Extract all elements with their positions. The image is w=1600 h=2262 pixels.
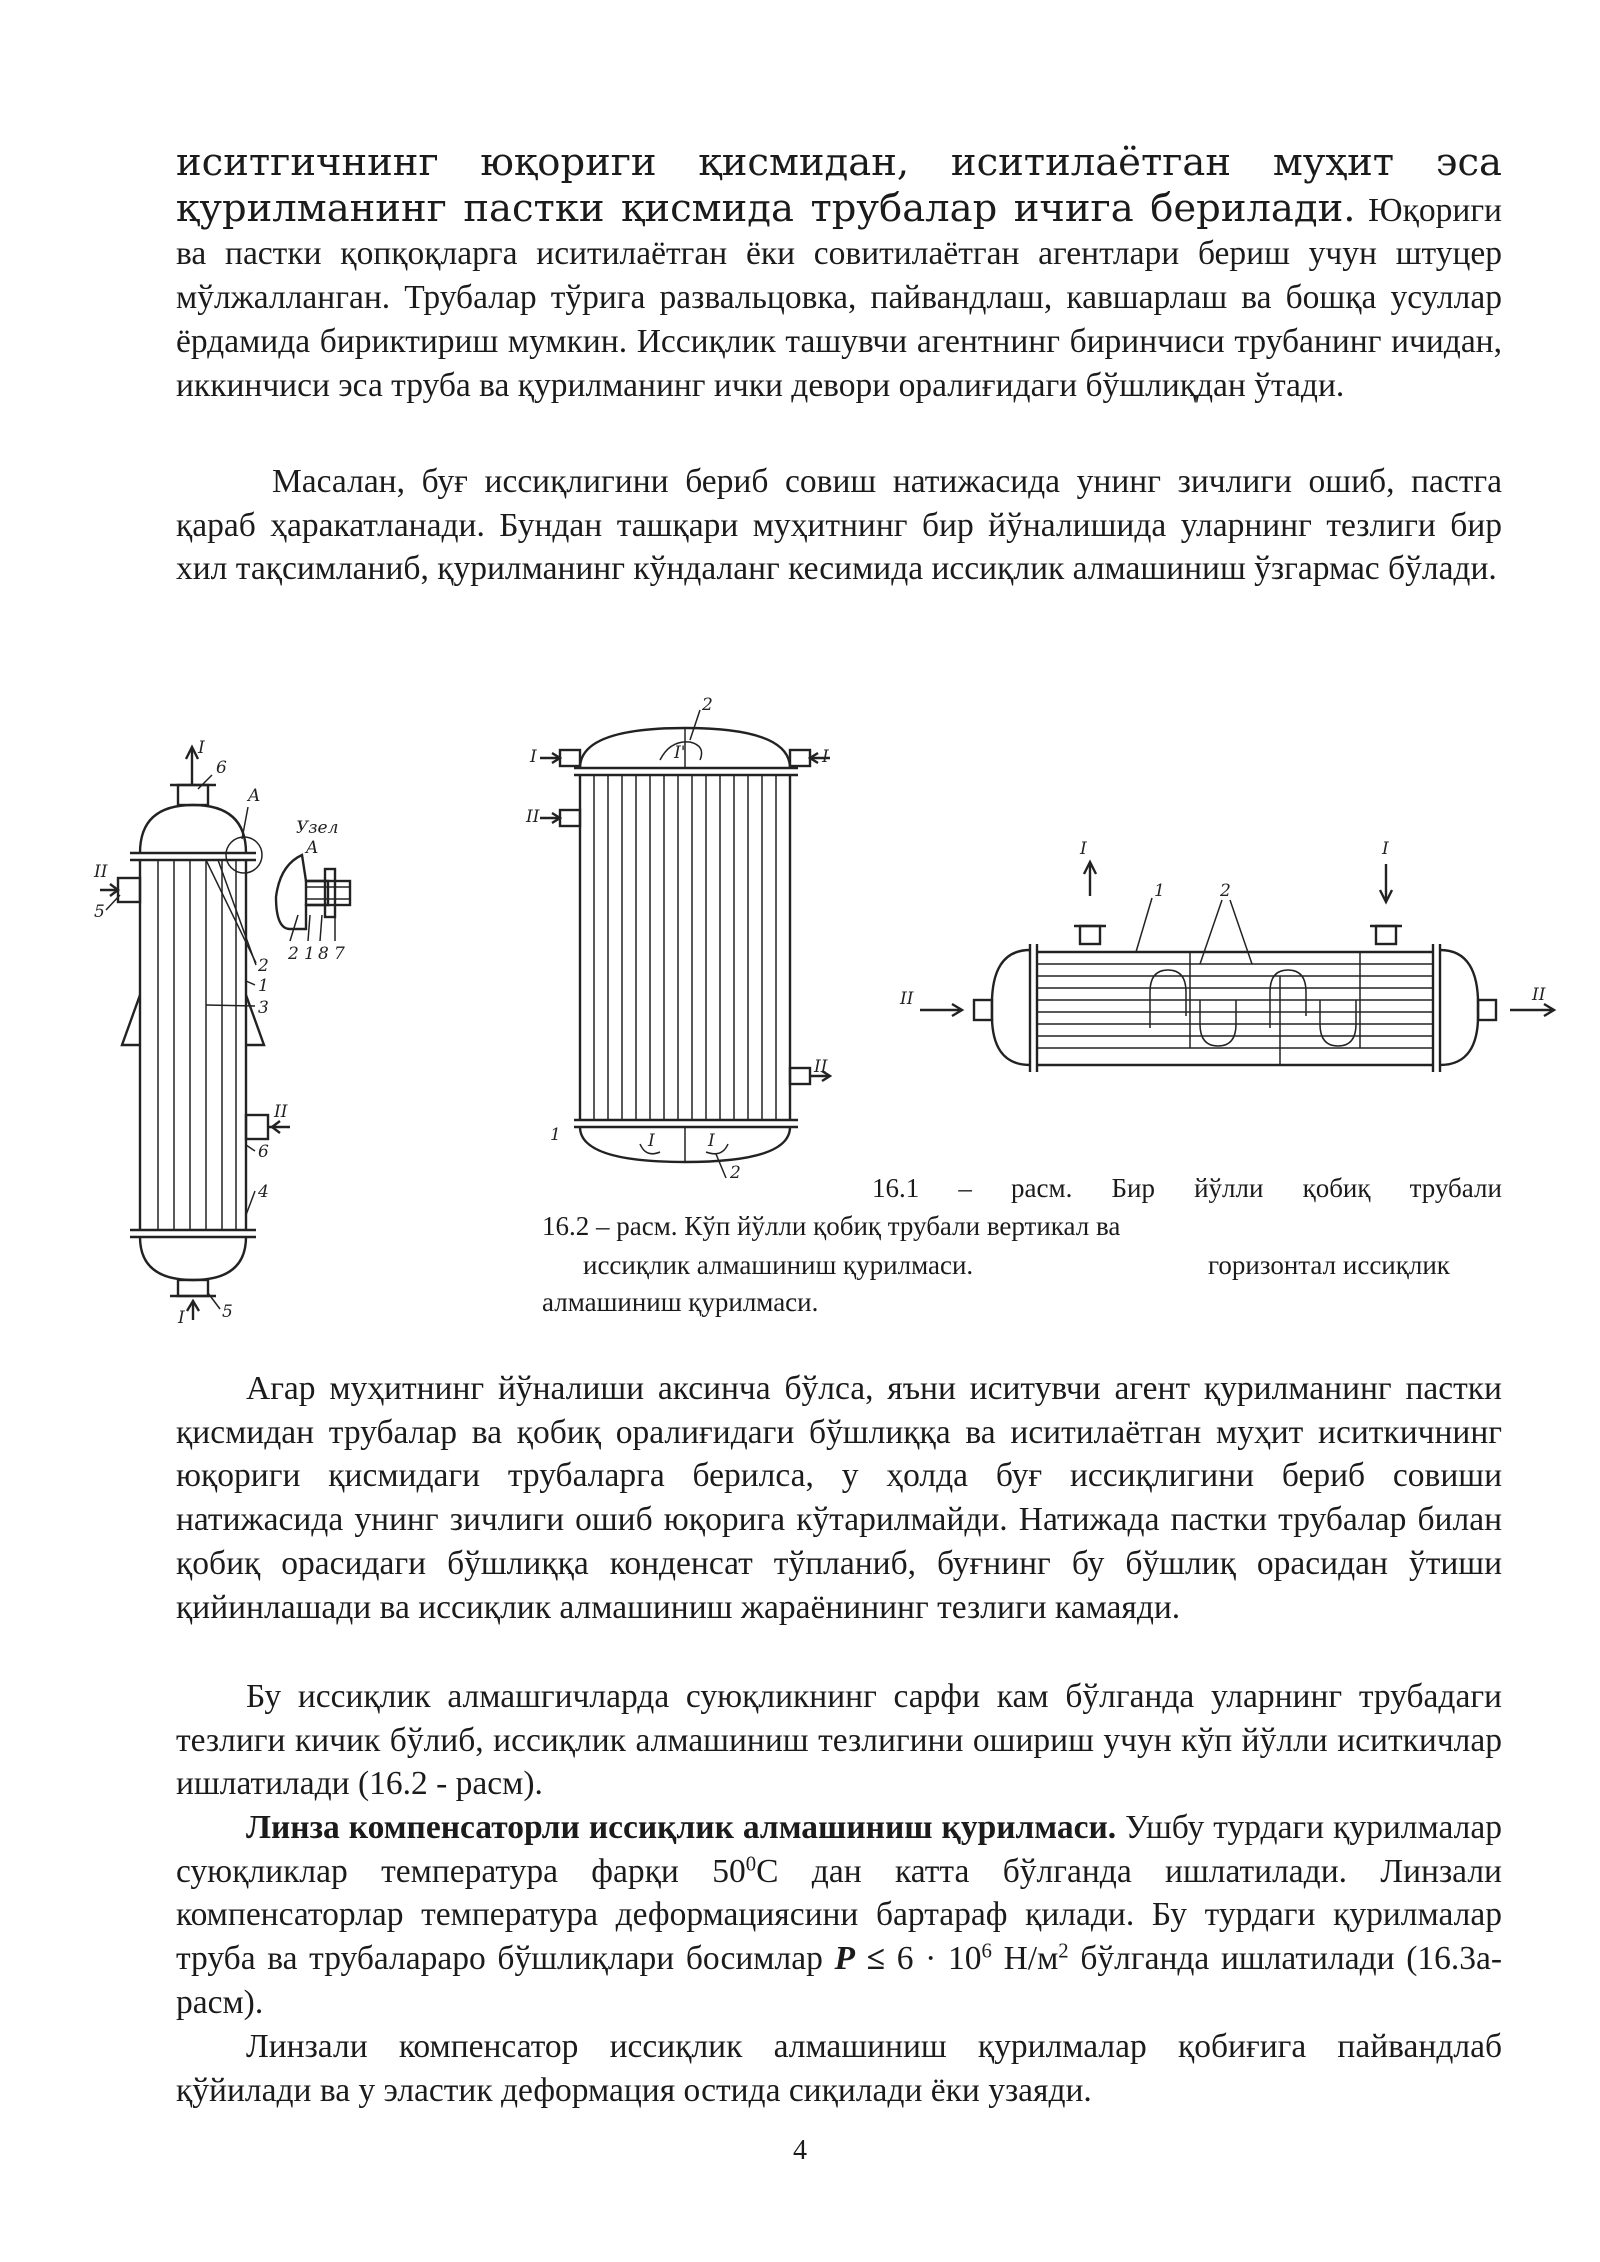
- f2-label-I-right: I: [822, 747, 829, 767]
- f1-label-uzel-A: A: [306, 838, 319, 858]
- paragraph-6: Линзали компенсатор иссиқлик алмашиниш қурилмалар қобиғига пайвандлаб қўйилади ва у эластик деформация остида сиқилади ёки узаяди.: [176, 2028, 1502, 2109]
- f1-detail-1: 1: [304, 944, 315, 964]
- paragraph-1-text: Юқориги ва пастки қопқоқларга иситилаётган ёки совитилаётган агентлари бериш учун штуцер мўлжалланган. Трубалар тўрига развальцовка, пайвандлаш, кавшарлаш ва бошқа усуллар ёрдамида бириктириш мумкин. Иссиқлик ташувчи агентнинг биринчиси трубанинг ичидан, иккинчиси эса труба ва қурилманинг ички девори оралиғидаги бўшлиқдан ўтади.: [176, 191, 1502, 404]
- f1-label-I-top: I: [198, 738, 205, 758]
- paragraph-1-large-text: иситгичнинг юқориги қисмидан, иситилаётган муҳит эса қурилманинг пастки қисмида трубалар ичига берилади.: [176, 140, 1502, 231]
- caption-word: йўлли: [1194, 1173, 1264, 1203]
- caption-word: расм.: [1011, 1173, 1073, 1203]
- paragraph-5-text-b: С дан катта бўлганда ишлатилади. Линзали компенсаторлар температура деформациясини бартараф қилади. Бу турдаги қурилмалар труба ва трубалараро бўшлиқлари босимлар: [176, 1852, 1502, 1978]
- caption-16-2-line-3: алмашиниш қурилмаси.: [542, 1287, 819, 1317]
- f2-label-I-prime: I': [674, 743, 686, 763]
- paragraph-5-unit-sup: 2: [1058, 1939, 1069, 1963]
- f3-label-II-left: II: [900, 989, 914, 1009]
- f3-label-I-left: I: [1080, 839, 1087, 859]
- f3-label-1: 1: [1154, 881, 1165, 901]
- f1-label-A: A: [248, 786, 261, 806]
- f2-label-II-left: II: [526, 807, 540, 827]
- f2-label-2a: 2: [702, 695, 713, 715]
- caption-word: қобиқ: [1302, 1173, 1371, 1203]
- f1-label-5a: 5: [94, 902, 105, 922]
- paragraph-5-text-a: Ушбу турдаги қурилмалар суюқликлар температура фарқи 50: [176, 1809, 1502, 1890]
- paragraph-5-degree-sup: 0: [745, 1852, 757, 1876]
- figure-16-2-horizontal-exchanger: [900, 840, 1600, 1140]
- f2-label-I-bottom-2: I: [708, 1131, 715, 1151]
- f1-detail-2: 2: [288, 944, 299, 964]
- f2-label-II-right: II: [814, 1057, 828, 1077]
- f2-label-I-bottom-1: I: [648, 1131, 655, 1151]
- paragraph-4: Бу иссиқлик алмашгичларда суюқликнинг сарфи кам бўлганда уларнинг трубадаги тезлиги кичик бўлиб, иссиқлик алмашиниш тезлигини ошириш учун кўп йўлли иситкичлар ишлатилади (16.2 - расм).: [176, 1678, 1502, 1803]
- caption-word: 16.1: [872, 1173, 920, 1203]
- paragraph-1: [176, 141, 1502, 407]
- figure-16-2-drawing: [540, 710, 830, 1178]
- paragraph-5: [176, 1806, 1502, 2025]
- f3-label-2: 2: [1220, 881, 1231, 901]
- f2-label-I-left: I: [530, 747, 537, 767]
- f1-label-uzel: Узел: [296, 818, 339, 838]
- figure-16-2-horizontal-drawing: [920, 862, 1554, 1072]
- caption-word: Бир: [1111, 1173, 1155, 1203]
- paragraph-5-unit: Н/м: [991, 1940, 1059, 1978]
- f1-label-II-left: II: [94, 862, 108, 882]
- caption-16-1-line-1: [872, 1170, 1502, 1206]
- paragraph-3: Агар муҳитнинг йўналиши аксинча бўлса, яъни иситувчи агент қурилманинг пастки қисмидан трубалар ва қобиқ оралиғидаги бўшлиққа ва иситилаётган муҳит иситкичнинг юқориги қисмидаги трубаларга берилса, у ҳолда буғ иссиқлигини бериб совиши натижасида унинг зичлиги ошиб юқорига кўтарилмайди. Натижада пастки трубалар билан қобиқ орасидаги бўшлиққа конденсат тўпланиб, буғнинг бу бўшлиқ орасидан ўтиши қийинлашади ва иссиқлик алмашиниш жараёнининг тезлиги камаяди.: [176, 1370, 1502, 1626]
- paragraph-5-pressure-symbol: P: [834, 1940, 855, 1978]
- f1-label-4: 4: [258, 1182, 269, 1202]
- f1-label-1: 1: [258, 976, 269, 996]
- paragraph-5-exponent: 6: [981, 1939, 992, 1963]
- caption-16-2-line-2: горизонтал иссиқлик: [1208, 1250, 1450, 1280]
- f3-label-I-right: I: [1382, 839, 1389, 859]
- f1-label-6b: 6: [258, 1142, 269, 1162]
- figure-16-1-vertical-exchanger: [94, 738, 550, 1328]
- paragraph-5-text-e: бўлганда ишлатилади (16.3а-расм).: [176, 1940, 1503, 2021]
- f1-detail-8: 8: [318, 944, 329, 964]
- paragraph-5-le-sign: ≤: [855, 1940, 897, 1978]
- caption-word: трубали: [1409, 1173, 1502, 1203]
- f3-label-II-right: II: [1532, 985, 1546, 1005]
- paragraph-5-value: 6 · 10: [896, 1940, 982, 1978]
- figure-16-2-vertical-exchanger: [526, 695, 830, 1183]
- f1-label-II-right: II: [274, 1102, 288, 1122]
- f1-label-2: 2: [258, 956, 269, 976]
- f1-label-6a: 6: [216, 758, 227, 778]
- f1-label-I-bottom: I: [178, 1308, 185, 1328]
- paragraph-5-heading: Линза компенсаторли иссиқлик алмашиниш қурилмаси.: [246, 1809, 1117, 1846]
- f1-label-5b: 5: [222, 1302, 233, 1322]
- caption-word: –: [958, 1173, 972, 1203]
- page-number: 4: [793, 2135, 807, 2166]
- f2-label-2b: 2: [730, 1163, 741, 1183]
- f2-label-1: 1: [550, 1125, 561, 1145]
- paragraph-2: Масалан, буғ иссиқлигини бериб совиш натижасида унинг зичлиги ошиб, пастга қараб ҳаракатланади. Бундан ташқари муҳитнинг бир йўналишида уларнинг тезлиги бир хил тақсимланиб, қурилманинг кўндаланг кесимида иссиқлик алмашиниш ўзгармас бўлади.: [176, 463, 1502, 588]
- caption-16-2-line-1: 16.2 – расм. Кўп йўлли қобиқ трубали вертикал ва: [542, 1211, 1121, 1241]
- f1-label-3: 3: [258, 998, 269, 1018]
- f1-detail-7: 7: [334, 944, 345, 964]
- caption-16-1-line-2: иссиқлик алмашиниш қурилмаси.: [583, 1250, 974, 1280]
